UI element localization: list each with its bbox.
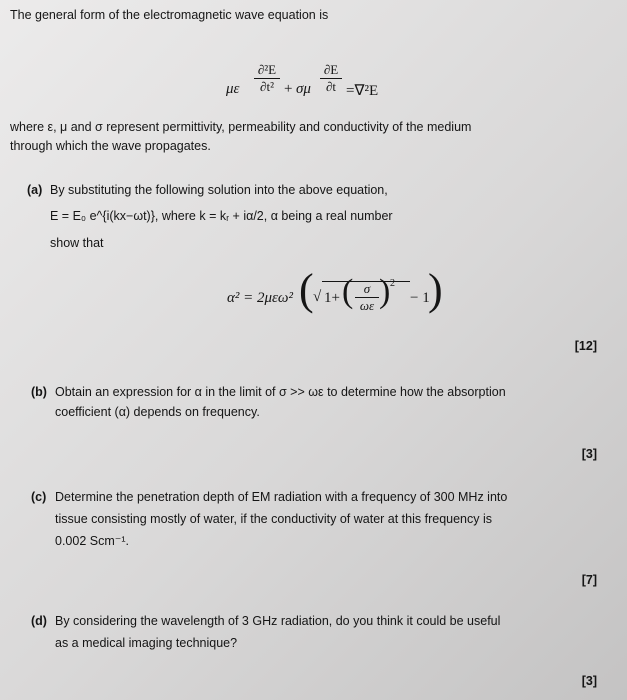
sqrt-sign: √ [313, 289, 322, 305]
eq-factor-2: σμ [296, 81, 311, 97]
part-c-marks: [7] [581, 573, 597, 587]
part-a-marks: [12] [574, 339, 597, 353]
part-a-line-1: By substituting the following solution into the above equation, [50, 183, 388, 197]
result-power: 2 [390, 278, 395, 289]
part-b-marks: [3] [581, 447, 597, 461]
part-d-marks: [3] [581, 674, 597, 688]
result-inner-a: 1+ [324, 290, 340, 306]
part-b-label: (b) [31, 385, 47, 399]
part-a-line-3: show that [50, 236, 104, 250]
part-b-line-2: coefficient (α) depends on frequency. [55, 405, 260, 419]
result-tail: − 1 [410, 290, 430, 306]
result-fraction-den: ωε [359, 298, 375, 313]
part-c-label: (c) [31, 490, 47, 504]
result-lhs: α² = 2μεω² [227, 290, 294, 306]
result-fraction [355, 282, 379, 313]
part-b-line-1: Obtain an expression for α in the limit of σ >> ωε to determine how the absorption [55, 385, 506, 399]
frac-close-paren: ) [379, 273, 391, 310]
intro-text: The general form of the electromagnetic wave equation is [10, 8, 329, 22]
result-open-paren: ( [299, 265, 314, 314]
eq-fraction-1-den: ∂t² [260, 79, 274, 94]
part-c-line-2: tissue consisting mostly of water, if the conductivity of water at this frequency is [55, 512, 492, 526]
eq-fraction-2 [320, 63, 342, 94]
part-c-line-3: 0.002 Scm⁻¹. [55, 534, 129, 548]
part-d-label: (d) [31, 614, 47, 628]
part-d-line-2: as a medical imaging technique? [55, 636, 238, 650]
result-fraction-num: σ [363, 281, 371, 296]
eq-fraction-1-num: ∂²E [257, 62, 277, 77]
eq-fraction-1 [254, 63, 280, 94]
eq-plus: + [284, 81, 293, 97]
eq-fraction-2-den: ∂t [325, 79, 337, 94]
part-d-line-1: By considering the wavelength of 3 GHz radiation, do you think it could be useful [55, 614, 501, 628]
eq-fraction-2-num: ∂E [323, 62, 339, 77]
where-line-1: where ε, μ and σ represent permittivity, permeability and conductivity of the medium [10, 120, 472, 134]
where-line-2: through which the wave propagates. [10, 139, 211, 153]
eq-factor-1: με [226, 81, 240, 97]
result-close-paren: ) [428, 265, 443, 314]
part-c-line-1: Determine the penetration depth of EM radiation with a frequency of 300 MHz into [55, 490, 508, 504]
part-a-label: (a) [27, 183, 43, 197]
frac-open-paren: ( [342, 273, 354, 310]
part-a-line-2: E = E₀ e^{i(kx−ωt)}, where k = kᵣ + iα/2, α being a real number [50, 209, 393, 223]
eq-rhs: =∇²E [346, 83, 379, 99]
